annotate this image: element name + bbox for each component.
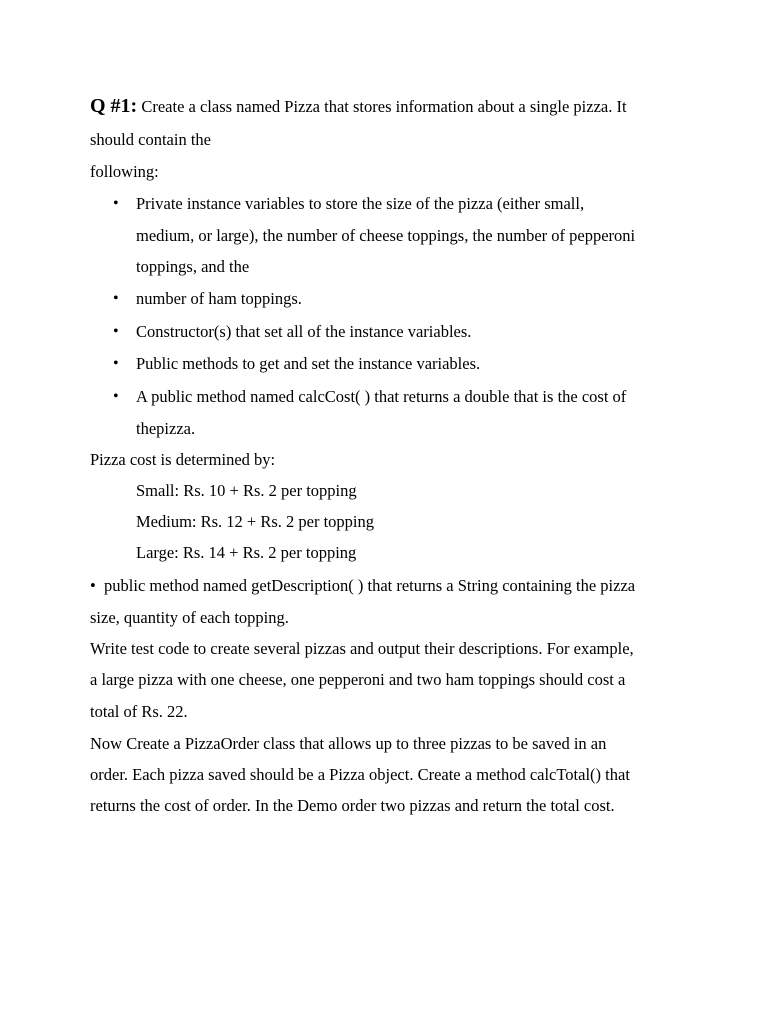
cost-heading: Pizza cost is determined by: bbox=[90, 450, 276, 469]
bullet-dot: • bbox=[113, 388, 119, 405]
bullet-dot: • bbox=[113, 323, 119, 340]
order-paragraph-line-1: Now Create a PizzaOrder class that allows up to three pizzas to be saved in an bbox=[90, 734, 607, 753]
cost-small: Small: Rs. 10 + Rs. 2 per topping bbox=[136, 481, 357, 500]
bullet-5-line-1: A public method named calcCost( ) that returns a double that is the cost of bbox=[136, 387, 627, 406]
bullet-4-line-1: Public methods to get and set the instance variables. bbox=[136, 354, 481, 373]
bullet-3-line-1: Constructor(s) that set all of the instance variables. bbox=[136, 322, 472, 341]
cost-medium: Medium: Rs. 12 + Rs. 2 per topping bbox=[136, 512, 375, 531]
test-paragraph-line-1: Write test code to create several pizzas and output their descriptions. For example, bbox=[90, 639, 634, 658]
bullet-dot: • bbox=[113, 195, 119, 212]
question-line-3: following: bbox=[90, 162, 159, 181]
bullet-5-line-2: thepizza. bbox=[136, 419, 196, 438]
order-paragraph-line-3: returns the cost of order. In the Demo order two pizzas and return the total cost. bbox=[90, 796, 615, 815]
description-bullet-dot: • bbox=[90, 576, 96, 595]
bullet-1-line-1: Private instance variables to store the size of the pizza (either small, bbox=[136, 194, 585, 213]
cost-large: Large: Rs. 14 + Rs. 2 per topping bbox=[136, 543, 357, 562]
description-bullet-line-1 bbox=[90, 576, 635, 596]
question-line-2: should contain the bbox=[90, 130, 211, 149]
question-label: Q #1: bbox=[90, 95, 138, 117]
test-paragraph-line-2: a large pizza with one cheese, one pepperoni and two ham toppings should cost a bbox=[90, 670, 626, 689]
bullet-2-line-1: number of ham toppings. bbox=[136, 289, 302, 308]
bullet-1-line-2: medium, or large), the number of cheese toppings, the number of pepperoni bbox=[136, 226, 636, 245]
description-bullet-text: public method named getDescription( ) that returns a String containing the pizza bbox=[104, 576, 636, 595]
bullet-dot: • bbox=[113, 290, 119, 307]
question-intro-text: Create a class named Pizza that stores information about a single pizza. It bbox=[137, 97, 627, 116]
bullet-dot: • bbox=[113, 355, 119, 372]
description-bullet-line-2: size, quantity of each topping. bbox=[90, 608, 289, 627]
bullet-1-line-3: toppings, and the bbox=[136, 257, 250, 276]
question-line-1 bbox=[90, 96, 627, 117]
test-paragraph-line-3: total of Rs. 22. bbox=[90, 702, 188, 721]
order-paragraph-line-2: order. Each pizza saved should be a Pizza object. Create a method calcTotal() that bbox=[90, 765, 630, 784]
